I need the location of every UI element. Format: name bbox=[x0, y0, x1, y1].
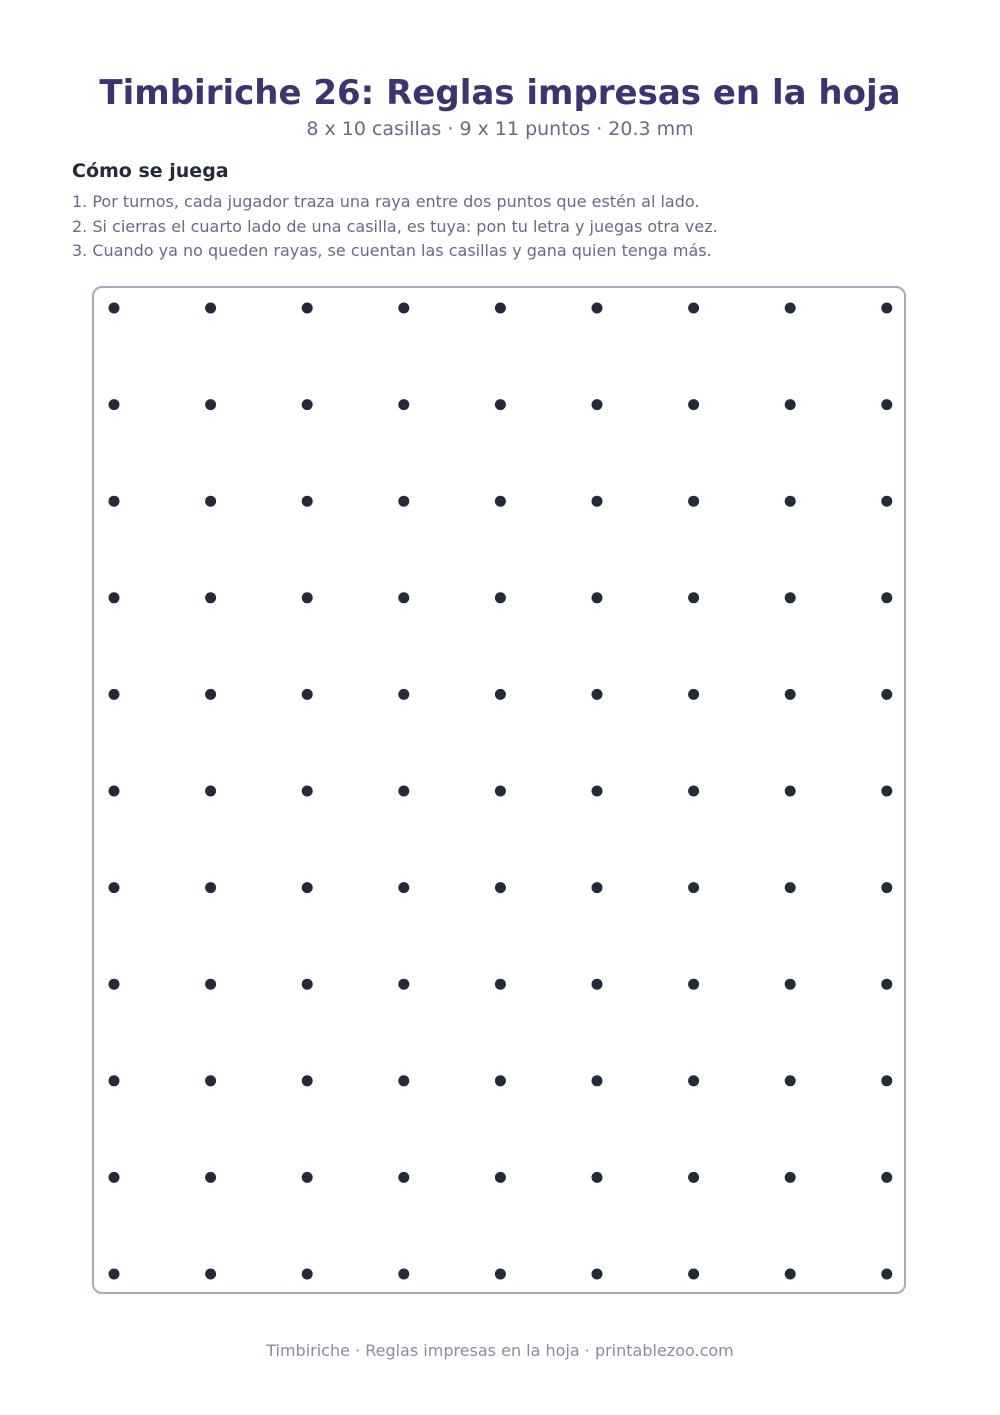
grid-dot[interactable] bbox=[109, 399, 120, 410]
grid-dot[interactable] bbox=[205, 496, 216, 507]
page-subtitle: 8 x 10 casillas · 9 x 11 puntos · 20.3 mm bbox=[306, 118, 694, 140]
grid-dot[interactable] bbox=[785, 592, 796, 603]
grid-dot[interactable] bbox=[495, 592, 506, 603]
grid-dot[interactable] bbox=[592, 303, 603, 314]
grid-dot[interactable] bbox=[688, 1172, 699, 1183]
grid-dot[interactable] bbox=[688, 979, 699, 990]
grid-dot[interactable] bbox=[398, 592, 409, 603]
grid-dot[interactable] bbox=[302, 1172, 313, 1183]
grid-dot[interactable] bbox=[881, 1075, 892, 1086]
grid-dot[interactable] bbox=[592, 496, 603, 507]
grid-dot[interactable] bbox=[785, 689, 796, 700]
grid-dot[interactable] bbox=[109, 303, 120, 314]
grid-dot[interactable] bbox=[881, 1269, 892, 1280]
grid-dot[interactable] bbox=[688, 592, 699, 603]
grid-dot[interactable] bbox=[495, 496, 506, 507]
grid-dot[interactable] bbox=[881, 1172, 892, 1183]
grid-dot[interactable] bbox=[302, 979, 313, 990]
grid-dot[interactable] bbox=[688, 303, 699, 314]
grid-dot[interactable] bbox=[302, 303, 313, 314]
grid-dot[interactable] bbox=[785, 882, 796, 893]
grid-dot[interactable] bbox=[495, 399, 506, 410]
page-footer: Timbiriche · Reglas impresas en la hoja · printablezoo.com bbox=[266, 1341, 734, 1360]
grid-dot[interactable] bbox=[398, 496, 409, 507]
grid-dot[interactable] bbox=[785, 1075, 796, 1086]
grid-dot[interactable] bbox=[109, 1075, 120, 1086]
grid-dot[interactable] bbox=[205, 592, 216, 603]
grid-dot[interactable] bbox=[592, 979, 603, 990]
grid-dot[interactable] bbox=[205, 1075, 216, 1086]
grid-dot[interactable] bbox=[109, 882, 120, 893]
grid-dot[interactable] bbox=[398, 1269, 409, 1280]
grid-dot[interactable] bbox=[302, 399, 313, 410]
rule-item-1: 1. Por turnos, cada jugador traza una raya entre dos puntos que estén al lado. bbox=[72, 192, 700, 211]
grid-dot[interactable] bbox=[881, 592, 892, 603]
grid-dot[interactable] bbox=[592, 882, 603, 893]
grid-dot[interactable] bbox=[205, 303, 216, 314]
rules-list bbox=[72, 190, 718, 264]
grid-dot[interactable] bbox=[205, 689, 216, 700]
grid-dot[interactable] bbox=[688, 496, 699, 507]
grid-dot[interactable] bbox=[302, 786, 313, 797]
grid-dot[interactable] bbox=[495, 1172, 506, 1183]
grid-dot[interactable] bbox=[302, 592, 313, 603]
grid-dot[interactable] bbox=[302, 1075, 313, 1086]
grid-dot[interactable] bbox=[688, 786, 699, 797]
grid-dot[interactable] bbox=[205, 1172, 216, 1183]
grid-dot[interactable] bbox=[592, 1075, 603, 1086]
grid-dot[interactable] bbox=[688, 1075, 699, 1086]
grid-dot[interactable] bbox=[785, 303, 796, 314]
grid-dot[interactable] bbox=[302, 882, 313, 893]
grid-dot[interactable] bbox=[785, 496, 796, 507]
grid-dot[interactable] bbox=[398, 689, 409, 700]
grid-dot[interactable] bbox=[881, 496, 892, 507]
grid-dot[interactable] bbox=[785, 399, 796, 410]
grid-dot[interactable] bbox=[205, 882, 216, 893]
grid-dot[interactable] bbox=[688, 1269, 699, 1280]
grid-dot[interactable] bbox=[205, 786, 216, 797]
grid-dot[interactable] bbox=[592, 786, 603, 797]
grid-dot[interactable] bbox=[109, 979, 120, 990]
page-title: Timbiriche 26: Reglas impresas en la hoja bbox=[99, 73, 901, 113]
grid-dot[interactable] bbox=[785, 1172, 796, 1183]
grid-dot[interactable] bbox=[302, 689, 313, 700]
grid-dot[interactable] bbox=[785, 979, 796, 990]
grid-dot[interactable] bbox=[398, 1075, 409, 1086]
grid-dot[interactable] bbox=[495, 979, 506, 990]
grid-dot[interactable] bbox=[881, 979, 892, 990]
grid-dot[interactable] bbox=[109, 786, 120, 797]
grid-dot[interactable] bbox=[881, 882, 892, 893]
dot-grid[interactable] bbox=[94, 288, 908, 1296]
grid-dot[interactable] bbox=[205, 399, 216, 410]
grid-dot[interactable] bbox=[495, 1269, 506, 1280]
grid-dot[interactable] bbox=[688, 399, 699, 410]
rule-item-3: 3. Cuando ya no queden rayas, se cuentan las casillas y gana quien tenga más. bbox=[72, 241, 712, 260]
grid-dot[interactable] bbox=[592, 592, 603, 603]
grid-dot[interactable] bbox=[592, 399, 603, 410]
grid-dot[interactable] bbox=[109, 496, 120, 507]
grid-dot[interactable] bbox=[785, 1269, 796, 1280]
grid-dot[interactable] bbox=[688, 689, 699, 700]
grid-dot[interactable] bbox=[302, 496, 313, 507]
grid-dot[interactable] bbox=[495, 882, 506, 893]
grid-dot[interactable] bbox=[785, 786, 796, 797]
rule-item-2: 2. Si cierras el cuarto lado de una casilla, es tuya: pon tu letra y juegas otra vez. bbox=[72, 216, 718, 236]
grid-dot[interactable] bbox=[592, 1172, 603, 1183]
grid-dot[interactable] bbox=[398, 303, 409, 314]
dot-grid-board[interactable] bbox=[92, 286, 906, 1294]
grid-dot[interactable] bbox=[881, 689, 892, 700]
grid-dot[interactable] bbox=[398, 786, 409, 797]
grid-dot[interactable] bbox=[495, 303, 506, 314]
grid-dot[interactable] bbox=[109, 1269, 120, 1280]
grid-dot[interactable] bbox=[398, 1172, 409, 1183]
grid-dot[interactable] bbox=[495, 1075, 506, 1086]
grid-dot[interactable] bbox=[688, 882, 699, 893]
grid-dot[interactable] bbox=[881, 399, 892, 410]
grid-dot[interactable] bbox=[205, 1269, 216, 1280]
grid-dot[interactable] bbox=[398, 979, 409, 990]
grid-dot[interactable] bbox=[398, 399, 409, 410]
grid-dot[interactable] bbox=[109, 1172, 120, 1183]
grid-dot[interactable] bbox=[302, 1269, 313, 1280]
rules-heading: Cómo se juega bbox=[72, 160, 229, 182]
grid-dot[interactable] bbox=[592, 1269, 603, 1280]
grid-dot[interactable] bbox=[881, 303, 892, 314]
grid-dot[interactable] bbox=[495, 689, 506, 700]
grid-dot[interactable] bbox=[495, 786, 506, 797]
grid-dot[interactable] bbox=[881, 786, 892, 797]
grid-dot[interactable] bbox=[398, 882, 409, 893]
grid-dot[interactable] bbox=[109, 592, 120, 603]
grid-dot[interactable] bbox=[109, 689, 120, 700]
grid-dot[interactable] bbox=[205, 979, 216, 990]
grid-dot[interactable] bbox=[592, 689, 603, 700]
